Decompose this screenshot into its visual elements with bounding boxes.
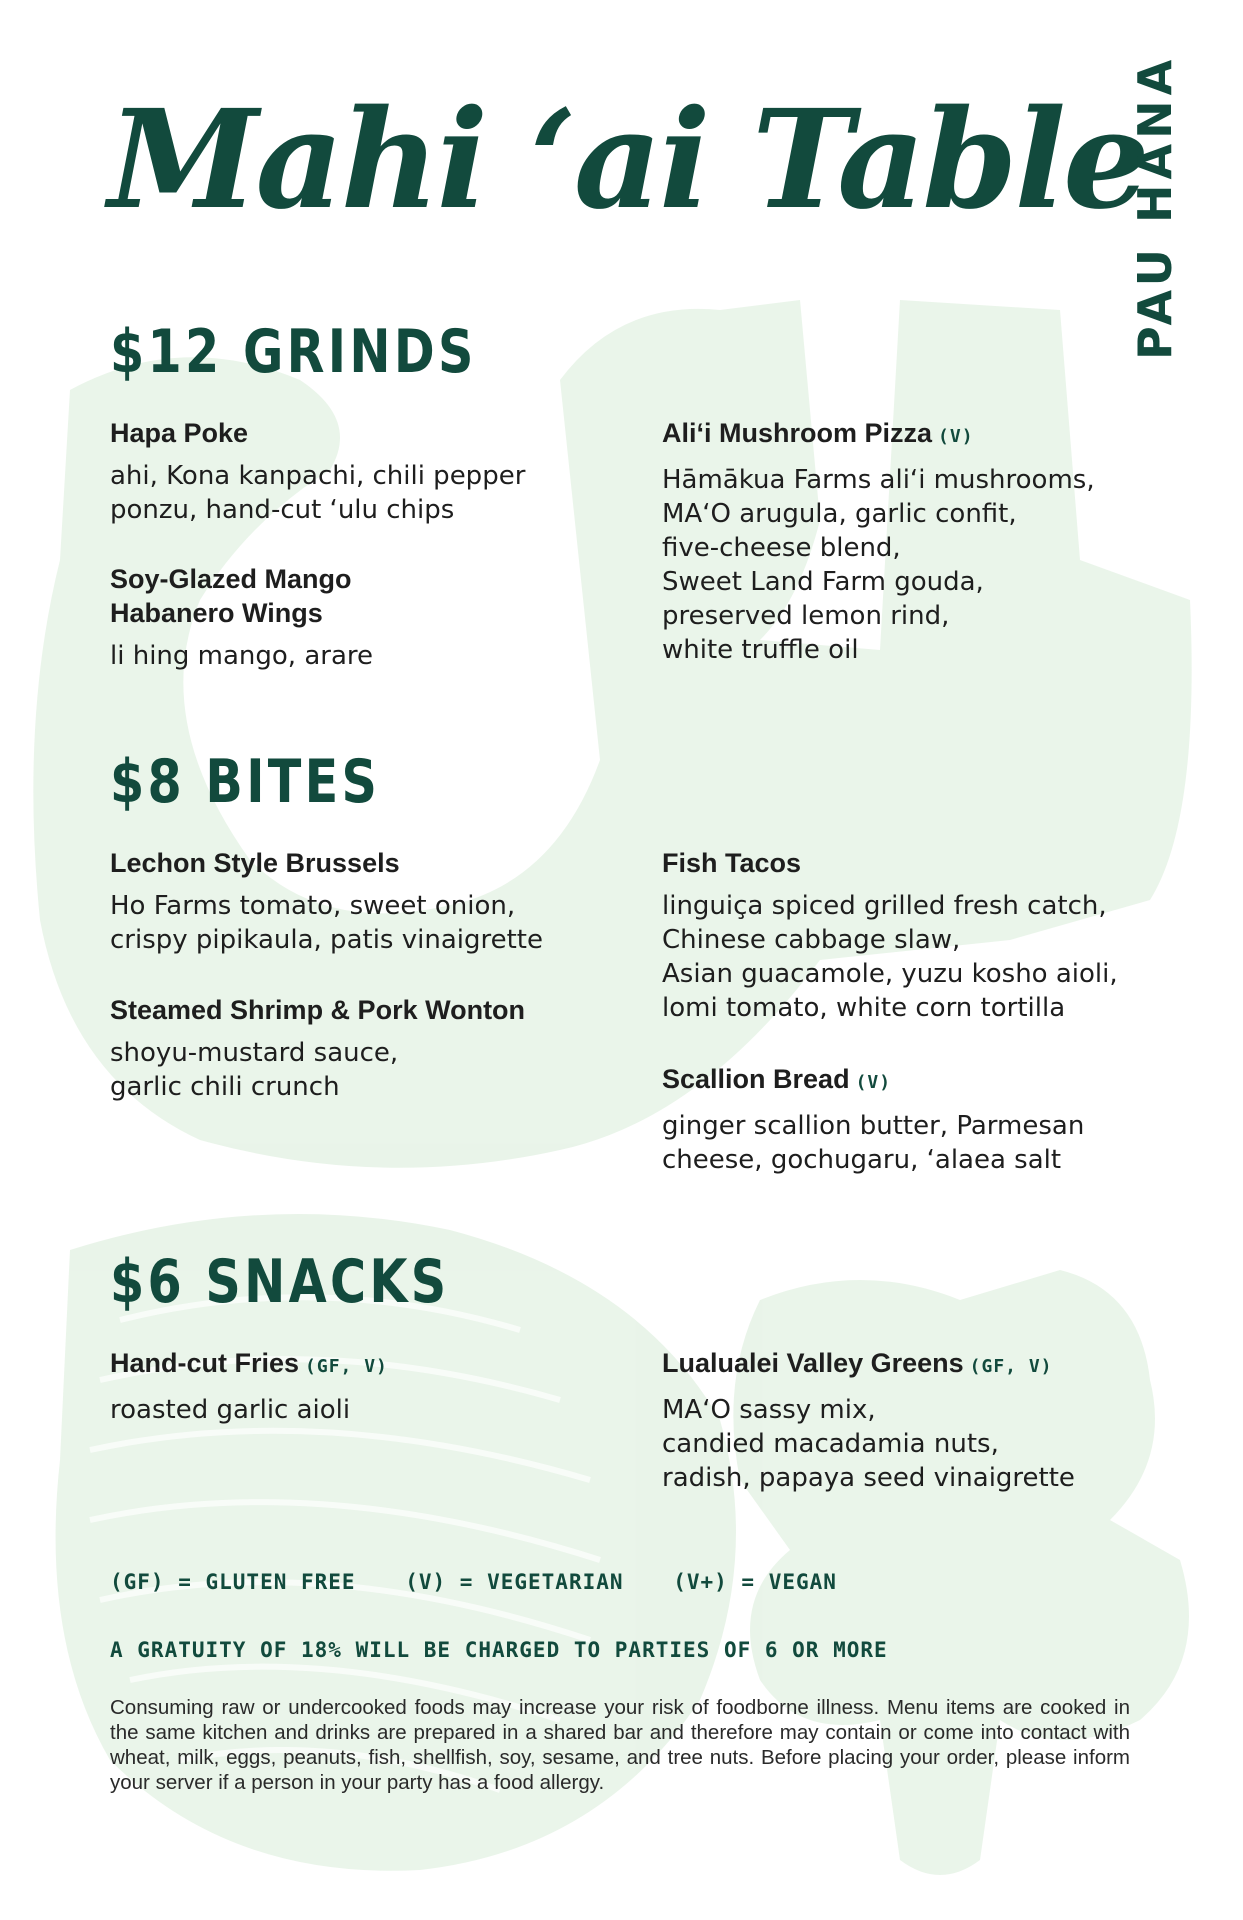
section-title-grinds: $12 GRINDS (110, 317, 477, 387)
menu-item (662, 1062, 1202, 1177)
item-name: Ali‘i Mushroom Pizza (V) (662, 418, 974, 448)
item-description: Hāmākua Farms ali‘i mushrooms, MA‘O arugula, garlic confit, five-cheese blend, Sweet Land Farm gouda, preserved lemon rind, white truffle oil (662, 465, 1095, 665)
item-name: Fish Tacos (662, 848, 802, 878)
menu-item (110, 1346, 650, 1427)
item-description: ahi, Kona kanpachi, chili pepper ponzu, hand-cut ‘ulu chips (110, 461, 526, 525)
menu-item (662, 1346, 1202, 1495)
item-name: Hapa Poke (110, 418, 249, 448)
legend-gluten-free: (GF) = GLUTEN FREE (110, 1570, 356, 1594)
item-description: shoyu-mustard sauce, garlic chili crunch (110, 1038, 399, 1102)
menu-item (110, 562, 650, 673)
dietary-tag: (V) (938, 426, 974, 447)
dietary-tag: (GF, V) (969, 1356, 1053, 1377)
menu-item (110, 993, 650, 1104)
item-name: Lualualei Valley Greens (GF, V) (662, 1348, 1053, 1378)
menu-item (110, 846, 650, 957)
allergy-disclaimer: Consuming raw or undercooked foods may increase your risk of foodborne illness. Menu items are cooked in the same kitchen and drinks are prepared in a shared bar and therefore may contain or come into contact with wheat, milk, eggs, peanuts, fish, shellfish, soy, sesame, and tree nuts. Before placing your order, please inform your server if a person in your party has a food allergy. (110, 1696, 1130, 1794)
menu-item (110, 416, 650, 527)
item-description: ginger scallion butter, Parmesan cheese, gochugaru, ‘alaea salt (662, 1111, 1085, 1175)
dietary-legend (110, 1570, 873, 1594)
dietary-tag: (GF, V) (305, 1356, 388, 1377)
restaurant-title: Mahi ‘ai Table (108, 80, 1147, 240)
item-name: Soy-Glazed Mango Habanero Wings (110, 564, 352, 628)
item-name: Steamed Shrimp & Pork Wonton (110, 995, 526, 1025)
item-description: roasted garlic aioli (110, 1395, 351, 1425)
section-title-bites: $8 BITES (110, 747, 381, 817)
dietary-tag: (V) (855, 1072, 892, 1093)
item-name: Scallion Bread (V) (662, 1064, 892, 1094)
item-name: Lechon Style Brussels (110, 848, 400, 878)
item-description: MA‘O sassy mix, candied macadamia nuts, radish, papaya seed vinaigrette (662, 1395, 1075, 1493)
section-title-snacks: $6 SNACKS (110, 1247, 450, 1317)
item-name: Hand-cut Fries (GF, V) (110, 1348, 388, 1378)
legend-vegan: (V+) = VEGAN (673, 1570, 837, 1594)
side-label-vertical: PAU HANA (1128, 54, 1182, 360)
legend-vegetarian: (V) = VEGETARIAN (405, 1570, 624, 1594)
item-description: linguiça spiced grilled fresh catch, Chinese cabbage slaw, Asian guacamole, yuzu kosho aioli, lomi tomato, white corn tortilla (662, 891, 1118, 1023)
item-description: Ho Farms tomato, sweet onion, crispy pipikaula, patis vinaigrette (110, 891, 543, 955)
menu-item (662, 416, 1202, 667)
item-description: li hing mango, arare (110, 641, 374, 671)
gratuity-notice: A GRATUITY OF 18% WILL BE CHARGED TO PARTIES OF 6 OR MORE (110, 1638, 888, 1662)
menu-item (662, 846, 1202, 1025)
